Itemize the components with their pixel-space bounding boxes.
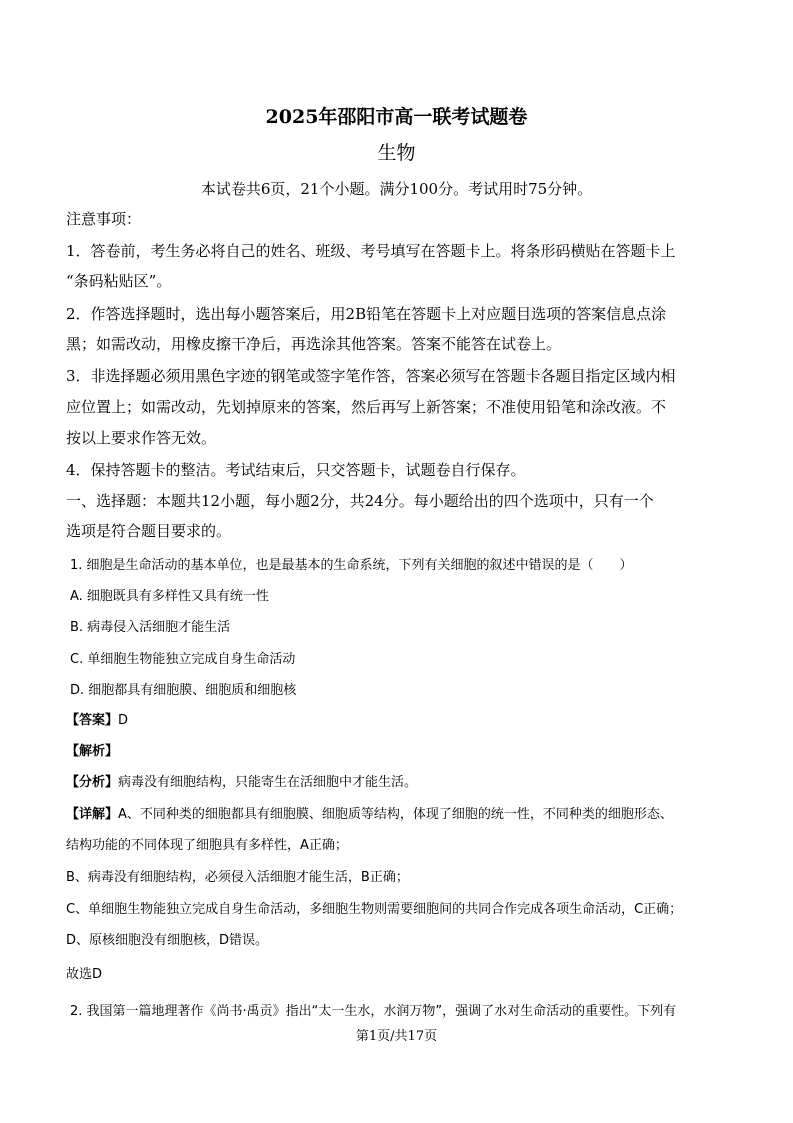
q1-fenxi <box>66 771 417 790</box>
q1-option-b: B. 病毒侵入活细胞才能生活 <box>70 620 231 635</box>
detail-line: C、单细胞生物能独立完成自身生命活动，多细胞生物则需要细胞间的共同合作完成各项生命活动，C正确； <box>66 902 683 917</box>
page-footer: 第1页/共17页 <box>355 1029 438 1044</box>
xiangjie-tag: 【详解】 <box>66 807 119 822</box>
note-line: 1．答卷前，考生务必将自己的姓名、班级、考号填写在答题卡上。将条形码横贴在答题卡上 <box>66 242 676 260</box>
note-line: 3．非选择题必须用黑色字迹的钢笔或签字笔作答，答案必须写在答题卡各题目指定区域内相 <box>66 367 676 385</box>
detail-line: 结构功能的不同体现了细胞具有多样性，A正确； <box>66 838 348 853</box>
analysis-tag: 【解析】 <box>66 744 119 759</box>
q1-answer <box>66 709 128 728</box>
note-line: 4．保持答题卡的整洁。考试结束后，只交答题卡，试题卷自行保存。 <box>66 461 526 479</box>
exam-info: 本试卷共6页，21个小题。满分100分。考试用时75分钟。 <box>200 180 593 198</box>
detail-line: B、病毒没有细胞结构，必须侵入活细胞才能生活，B正确； <box>66 870 409 885</box>
note-line: 按以上要求作答无效。 <box>66 429 217 447</box>
q2-stem: 2. 我国第一篇地理著作《尚书·禹贡》指出“太一生水，水润万物”，强调了水对生命活动的重要性。下列有 <box>70 1004 677 1019</box>
note-line: 黑；如需改动，用橡皮擦干净后，再选涂其他答案。答案不能答在试卷上。 <box>66 335 562 353</box>
q1-xiangjie <box>66 803 673 822</box>
note-line: “条码粘贴区”。 <box>66 272 172 290</box>
q1-option-c: C. 单细胞生物能独立完成自身生命活动 <box>70 652 296 667</box>
notes-heading: 注意事项： <box>66 210 142 228</box>
note-line: 2．作答选择题时，选出每小题答案后，用2B铅笔在答题卡上对应题目选项的答案信息点涂 <box>66 305 667 323</box>
q1-option-d: D. 细胞都具有细胞膜、细胞质和细胞核 <box>70 683 297 698</box>
q1-option-a: A. 细胞既具有多样性又具有统一性 <box>70 589 269 604</box>
detail-line: D、原核细胞没有细胞核，D错误。 <box>66 933 269 948</box>
subject-title: 生物 <box>377 142 416 164</box>
q1-stem: 1. 细胞是生命活动的基本单位，也是最基本的生命系统，下列有关细胞的叙述中错误的是（ ） <box>70 558 633 573</box>
answer-value: D <box>118 713 129 728</box>
fenxi-tag: 【分析】 <box>66 775 119 790</box>
section-heading: 一、选择题：本题共12小题，每小题2分，共24分。每小题给出的四个选项中，只有一个 <box>66 492 654 510</box>
section-heading-cont: 选项是符合题目要求的。 <box>66 522 232 540</box>
answer-tag: 【答案】 <box>66 713 119 728</box>
xiangjie-text: A、不同种类的细胞都具有细胞膜、细胞质等结构，体现了细胞的统一性，不同种类的细胞形态、 <box>118 807 673 822</box>
fenxi-text: 病毒没有细胞结构，只能寄生在活细胞中才能生活。 <box>118 775 418 790</box>
exam-title: 2025年邵阳市高一联考试题卷 <box>265 106 528 128</box>
note-line: 应位置上；如需改动，先划掉原来的答案，然后再写上新答案；不准使用铅笔和涂改液。不 <box>66 398 667 416</box>
conclusion: 故选D <box>66 967 103 982</box>
